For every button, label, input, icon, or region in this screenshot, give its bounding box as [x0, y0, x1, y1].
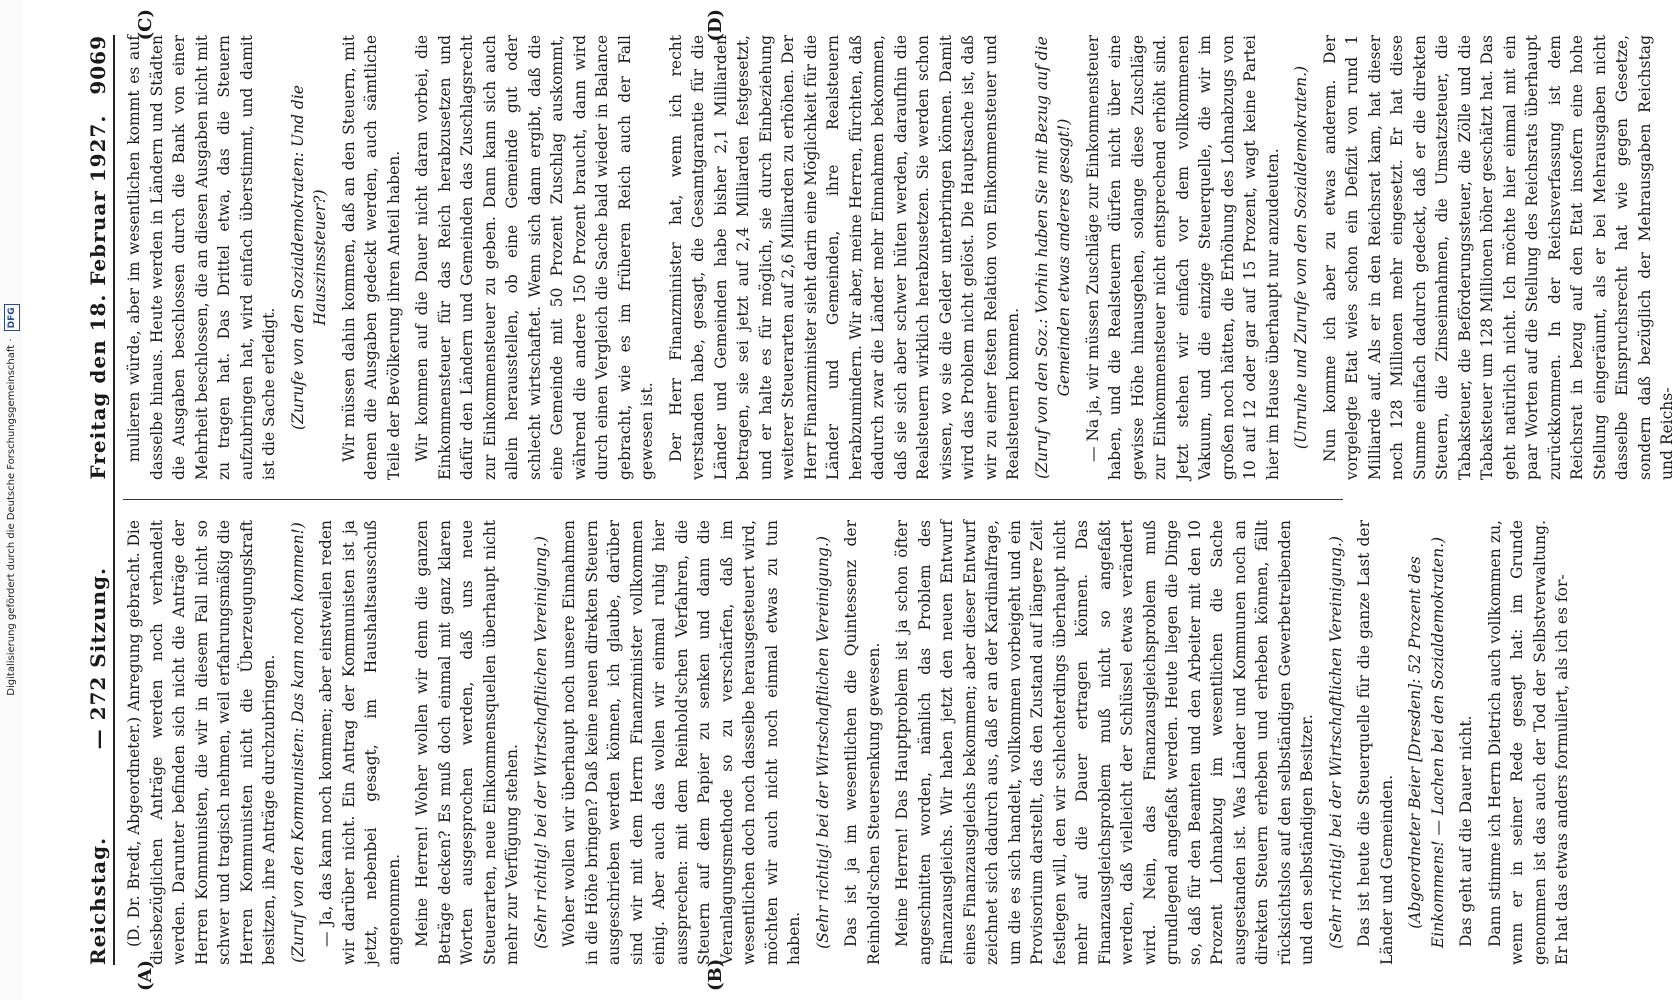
paragraph: Wir kommen auf die Dauer nicht daran vorbei, die Einkommensteuer für das Reich herabzusetzen und dafür den Ländern und Gemeinden das Zuschlagsrecht zur Einkommensteuer zu geben. Dann kann sich auch allein herausstellen, ob eine Gemeinde gut oder schlecht wirtschaftet. Wenn sich dann ergibt, daß die eine Gemeinde mit 50 Prozent Zuschlag auskommt, während die andere 150 Prozent braucht, dann wird durch einen Vergleich die Sache bald wieder in Balance gebracht, wie es im früheren Reich auch der Fall gewesen ist.	[413, 35, 656, 480]
margin-marker-c: (C)	[135, 9, 156, 41]
paragraph: (Sehr richtig! bei der Wirtschaftlichen Vereinigung.)	[813, 536, 832, 949]
paragraph: (Unruhe und Zurufe von den Sozialdemokraten.)	[1292, 65, 1310, 450]
header-right: Freitag den 18. Februar 1927.	[86, 114, 110, 480]
sidebar	[0, 0, 22, 1000]
paragraph: Das geht auf die Dauer nicht.	[1457, 715, 1475, 947]
paragraph: Der Herr Finanzminister hat, wenn ich recht verstanden habe, gesagt, die Gesamtgarantie für die Länder und Gemeinden habe bisher 2,1 Milliarden betragen, sie sei jetzt auf 2,4 Milliarden festgesetzt, und er halte es für möglich, sie durch Einbeziehung weiterer Steuerarten auf 2,6 Milliarden zu erhöhen. Der Herr Finanzminister sieht darin eine Möglichkeit für die Länder und Gemeinden, ihre Realsteuern herabzumindern. Wir aber, meine Herren, fürchten, daß dadurch zwar die Länder mehr Einnahmen bekommen, daß sie sich aber schwer hüten werden, daraufhin die Realsteuern wirklich herabzusetzen. Sie werden schon wissen, wo sie die Gelder unterbringen können. Damit wird das Problem nicht gelöst. Die Hauptsache ist, daß wir zu einer festen Relation von Einkommensteuer und Realsteuern kommen.	[666, 35, 1022, 480]
margin-marker-d: (D)	[705, 9, 726, 42]
paragraph: Das ist heute die Steuerquelle für die ganze Last der Länder und Gemeinden.	[1355, 520, 1396, 965]
paragraph: Das ist ja im wesentlichen die Quintessenz der Reinhold'schen Steuersenkung gewesen.	[842, 520, 883, 965]
paragraph: Nun komme ich aber zu etwas anderem. Der vorgelegte Etat wies schon ein Defizit von rund 1 Milliarde auf. Als er in den Reichsrat kam, hat dieser noch 128 Millionen mehr eingesetzt. Er hat diese Summe einfach dadurch gedeckt, daß er die direkten Steuern, die Zinseinnahmen, die Umsatzsteuer, die Tabaksteuer, die Beförderungssteuer, die Zölle und die Tabaksteuer um 128 Millionen höher geschätzt hat. Das geht natürlich nicht. Ich möchte hier einmal mit ein paar Worten auf die Stellung des Reichsrats überhaupt zurückkommen. In der Reichsverfassung ist dem Reichsrat in bezug auf den Etat insofern eine hohe Stellung eingeräumt, als er bei Mehrausgaben nicht dasselbe Einspruchsrecht hat wie gegen Gesetze, sondern daß bezüglich der Mehrausgaben Reichstag und Reichs-	[1320, 35, 1676, 480]
paragraph: (Sehr richtig! bei der Wirtschaftlichen Vereinigung.)	[531, 536, 550, 949]
page-header	[83, 35, 115, 965]
paragraph: — Ja, das kann noch kommen; aber einstweilen reden wir darüber nicht. Ein Antrag der Kommunisten ist ja jetzt, nebenbei gesagt, im Haushaltsausschuß angenommen.	[317, 520, 403, 965]
paragraph: Dann stimme ich Herrn Dietrich auch vollkommen zu, wenn er in seiner Rede gesagt hat: im Grunde genommen ist das auch der Tod der Selbstverwaltung. Er hat das etwas anders formuliert, als ich es for-	[1485, 520, 1571, 965]
paragraph: (Zuruf von den Soz.: Vorhin haben Sie mit Bezug auf die Gemeinden etwas anderes gesagt!)	[1032, 36, 1073, 479]
paragraph: (Zurufe von den Sozialdemokraten: Und die Hauszinssteuer?)	[288, 85, 329, 430]
right-column	[123, 35, 1676, 480]
page-number: 9069	[86, 35, 110, 95]
credit-text: Digitalisierung gefördert durch die Deutsche Forschungsgemeinschaft ·	[6, 338, 17, 696]
paragraph: Meine Herren! Das Hauptproblem ist ja schon öfter angeschnitten worden, nämlich das Problem des Finanzausgleichs. Wir haben jetzt den neuen Entwurf eines Finanzausgleichs bekommen; aber dieser Entwurf zeichnet sich dadurch aus, daß er an der Kardinalfrage, um die es sich handelt, vollkommen vorbeigeht und ein Provisorium darstellt, das den Zustand auf längere Zeit festlegen will, den wir schlechterdings überhaupt nicht mehr auf die Dauer ertragen können. Das Finanzausgleichsproblem muß nicht so angefaßt werden, daß vielleicht der Schlüssel etwas verändert wird. Nein, das Finanzausgleichsproblem muß grundlegend angefaßt werden. Heute liegen die Dinge so, daß für den Beamten und den Arbeiter mit den 10 Prozent Lohnabzug im wesentlichen die Sache ausgestanden ist. Was Länder und Kommunen noch an direkten Steuern erheben und erheben können, fällt rücksichtslos auf den selbständigen Gewerbetreibenden und den selbständigen Besitzer.	[893, 520, 1316, 965]
paragraph: (Abgeordneter Beier [Dresden]: 52 Prozent des Einkommens! — Lachen bei den Sozialdemokraten.)	[1406, 536, 1447, 949]
paragraph: — Na ja, wir müssen Zuschläge zur Einkommensteuer haben, und die Realsteuern dürfen nicht über eine gewisse Höhe hinausgehen, solange diese Zuschläge zur Einkommensteuer nicht entsprechend erhöht sind. Jetzt stehen wir einfach vor dem vollkommenen Vakuum, und die einzige Steuerquelle, die wir im großen noch hätten, die Erhöhung des Lohnabzugs von 10 auf 12 oder gar auf 15 Prozent, wagt keine Partei hier im Hause überhaupt nur anzudeuten.	[1083, 35, 1282, 480]
page-scan	[65, 5, 1676, 995]
header-center: — 272 Sitzung.	[86, 567, 110, 750]
paragraph: Woher wollen wir überhaupt noch unsere Einnahmen in die Höhe bringen? Daß keine neuen direkten Steuern ausgeschrieben werden können, ich glaube, darüber sind wir mit dem Herrn Finanzminister vollkommen einig. Aber auch das wollen wir einmal ruhig hier aussprechen: mit dem Reinhold'schen Verfahren, die Steuern auf dem Papier zu senken und dann die Veranlagungsmethode so zu verschärfen, daß im wesentlichen doch noch dasselbe herausgesteuert wird, möchten wir auch nicht noch einmal etwas zu tun haben.	[560, 520, 803, 965]
paragraph: Wir müssen dahin kommen, daß an den Steuern, mit denen die Ausgaben gedeckt werden, auch sämtliche Teile der Bevölkerung ihren Anteil haben.	[339, 35, 403, 480]
left-column	[123, 520, 1571, 965]
margin-marker-b: (B)	[705, 958, 726, 991]
header-left: Reichstag.	[86, 836, 110, 965]
document-page	[65, 5, 1676, 995]
dfg-logo: DFG	[4, 304, 20, 331]
column-divider	[123, 499, 1343, 500]
digitization-credit	[4, 10, 18, 990]
paragraph: (Sehr richtig! bei der Wirtschaftlichen Vereinigung.)	[1326, 536, 1345, 949]
paragraph: Meine Herren! Woher wollen wir denn die ganzen Beträge decken? Es muß doch einmal mit ganz klaren Worten ausgesprochen werden, daß uns neue Steuerarten, neue Einkommensquellen überhaupt nicht mehr zur Verfügung stehen.	[413, 520, 521, 965]
paragraph: mulieren würde, aber im wesentlichen kommt es auf dasselbe hinaus. Heute werden in Ländern und Städten die Ausgaben beschlossen durch die Bank von einer Mehrheit beschlossen, die an diesen Ausgaben nicht mit zu tragen hat. Das Drittel etwa, das die Steuern aufzubringen hat, wird einfach überstimmt, und damit ist die Sache erledigt.	[125, 35, 278, 480]
paragraph: (Zuruf von den Kommunisten: Das kann noch kommen!)	[288, 522, 307, 963]
margin-marker-a: (A)	[135, 960, 156, 991]
paragraph: (D. Dr. Bredt, Abgeordneter.) Anregung gebracht. Die diesbezüglichen Anträge werden noch verhandelt werden. Darunter befinden sich nicht die Anträge der Herren Kommunisten, die wir in diesem Fall nicht so schwer und tragisch nehmen, weil erfahrungsmäßig die Herren Kommunisten nicht die Überzeugungskraft besitzen, ihre Anträge durchzubringen.	[125, 520, 278, 965]
